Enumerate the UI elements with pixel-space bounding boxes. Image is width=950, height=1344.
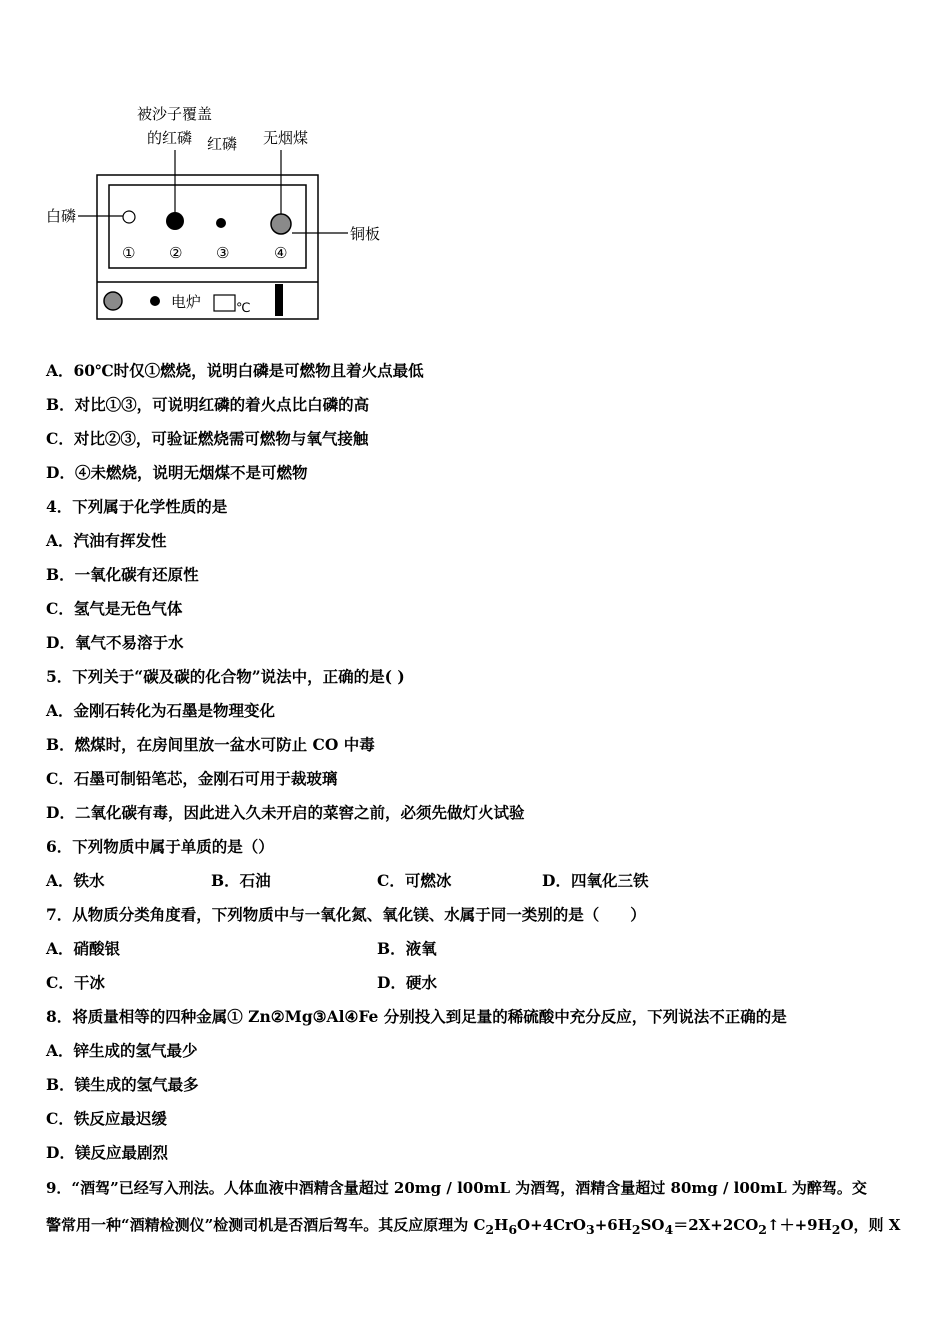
label-covered-line1: 被沙子覆盖 [137, 105, 213, 123]
q6-stem: 6．下列物质中属于单质的是（） [46, 837, 274, 856]
q8-option-c: C．铁反应最迟缓 [46, 1109, 167, 1128]
q5-option-b: B．燃煤时，在房间里放一盆水可防止 CO 中毒 [46, 735, 375, 754]
stove-indicator-light [150, 296, 160, 306]
temperature-display [214, 295, 235, 311]
q5-stem: 5．下列关于“碳及碳的化合物”说法中，正确的是( ) [46, 667, 405, 686]
q4-option-b: B．一氧化碳有还原性 [46, 565, 199, 584]
q3-option-c: C．对比②③，可验证燃烧需可燃物与氧气接触 [46, 429, 369, 448]
q7-option-d: D．硬水 [377, 973, 437, 992]
q5-option-d: D．二氧化碳有毒，因此进入久未开启的菜窖之前，必须先做灯火试验 [46, 803, 525, 822]
q9-text-a: 警常用一种“酒精检测仪”检测司机是否酒后驾车。其反应原理为 C [46, 1216, 486, 1234]
q7-option-c: C．干冰 [46, 973, 105, 992]
stove-knob [104, 292, 122, 310]
q9-sub-c2: 2 [485, 1222, 495, 1237]
q4-option-c: C．氢气是无色气体 [46, 599, 183, 618]
red-phosphorus-sample [216, 218, 226, 228]
apparatus-diagram [40, 100, 400, 330]
q6-option-b: B．石油 [211, 871, 271, 890]
q4-option-d: D．氧气不易溶于水 [46, 633, 184, 652]
white-phosphorus-sample [123, 211, 135, 223]
q9-text-g: ↑＋+9H [767, 1216, 832, 1234]
q3-option-a: A．60℃时仅①燃烧，说明白磷是可燃物且着火点最低 [46, 361, 424, 380]
q9-line-2 [46, 1215, 900, 1240]
q9-text-e: SO [640, 1216, 665, 1234]
label-red-phosphorus: 红磷 [207, 135, 238, 153]
q6-option-c: C．可燃冰 [377, 871, 452, 890]
stove-label: 电炉 [171, 293, 202, 311]
sample-number-2: ② [169, 244, 183, 262]
q4-stem: 4．下列属于化学性质的是 [46, 497, 228, 516]
q5-option-c: C．石墨可制铅笔芯，金刚石可用于裁玻璃 [46, 769, 338, 788]
sample-number-4: ④ [274, 244, 288, 262]
q9-text-d: +6H [594, 1216, 632, 1234]
q8-option-d: D．镁反应最剧烈 [46, 1143, 168, 1162]
q3-option-d: D．④未燃烧，说明无烟煤不是可燃物 [46, 463, 308, 482]
temperature-unit: ℃ [236, 301, 251, 316]
q9-sub-h2: 2 [631, 1222, 641, 1237]
q8-option-b: B．镁生成的氢气最多 [46, 1075, 199, 1094]
q7-option-a: A．硝酸银 [46, 939, 121, 958]
q3-option-b: B．对比①③，可说明红磷的着火点比白磷的高 [46, 395, 370, 414]
label-covered-line2: 的红磷 [147, 129, 193, 147]
q8-stem: 8．将质量相等的四种金属① Zn②Mg③Al④Fe 分别投入到足量的稀硫酸中充分反应，下列说法不正确的是 [46, 1007, 787, 1026]
q8-option-a: A．锌生成的氢气最少 [46, 1041, 198, 1060]
sample-number-3: ③ [216, 244, 230, 262]
label-copper-plate: 铜板 [350, 225, 381, 243]
combustion-apparatus-figure [40, 100, 400, 330]
q9-text-h: O，则 X [840, 1216, 901, 1234]
q6-option-d: D．四氧化三铁 [542, 871, 649, 890]
q9-sub-o3: 3 [586, 1222, 595, 1237]
q4-option-a: A．汽油有挥发性 [46, 531, 167, 550]
q9-sub-h6: 6 [508, 1222, 518, 1237]
sample-number-1: ① [122, 244, 136, 262]
q9-text-b: H [494, 1216, 509, 1234]
covered-red-phosphorus-sample [166, 212, 184, 230]
q6-option-a: A．铁水 [46, 871, 105, 890]
q7-option-b: B．液氧 [377, 939, 437, 958]
q9-text-f: ＝2X+2CO [673, 1216, 759, 1234]
q9-sub-co2: 2 [758, 1222, 767, 1237]
q7-stem: 7．从物质分类角度看，下列物质中与一氧化氮、氧化镁、水属于同一类别的是（ ） [46, 905, 646, 924]
q9-line-1: 9．“酒驾”已经写入刑法。人体血液中酒精含量超过 20mg / l00mL 为酒驾，酒精含量超过 80mg / l00mL 为醉驾。交 [46, 1179, 867, 1197]
q5-option-a: A．金刚石转化为石墨是物理变化 [46, 701, 276, 720]
q9-sub-o4: 4 [664, 1222, 674, 1237]
anthracite-sample [271, 214, 291, 234]
q9-sub-h2o: 2 [831, 1222, 841, 1237]
stove-switch [275, 284, 283, 316]
q9-text-c: O+4CrO [517, 1216, 586, 1234]
label-anthracite: 无烟煤 [263, 129, 309, 147]
label-white-phosphorus: 白磷 [46, 207, 77, 225]
